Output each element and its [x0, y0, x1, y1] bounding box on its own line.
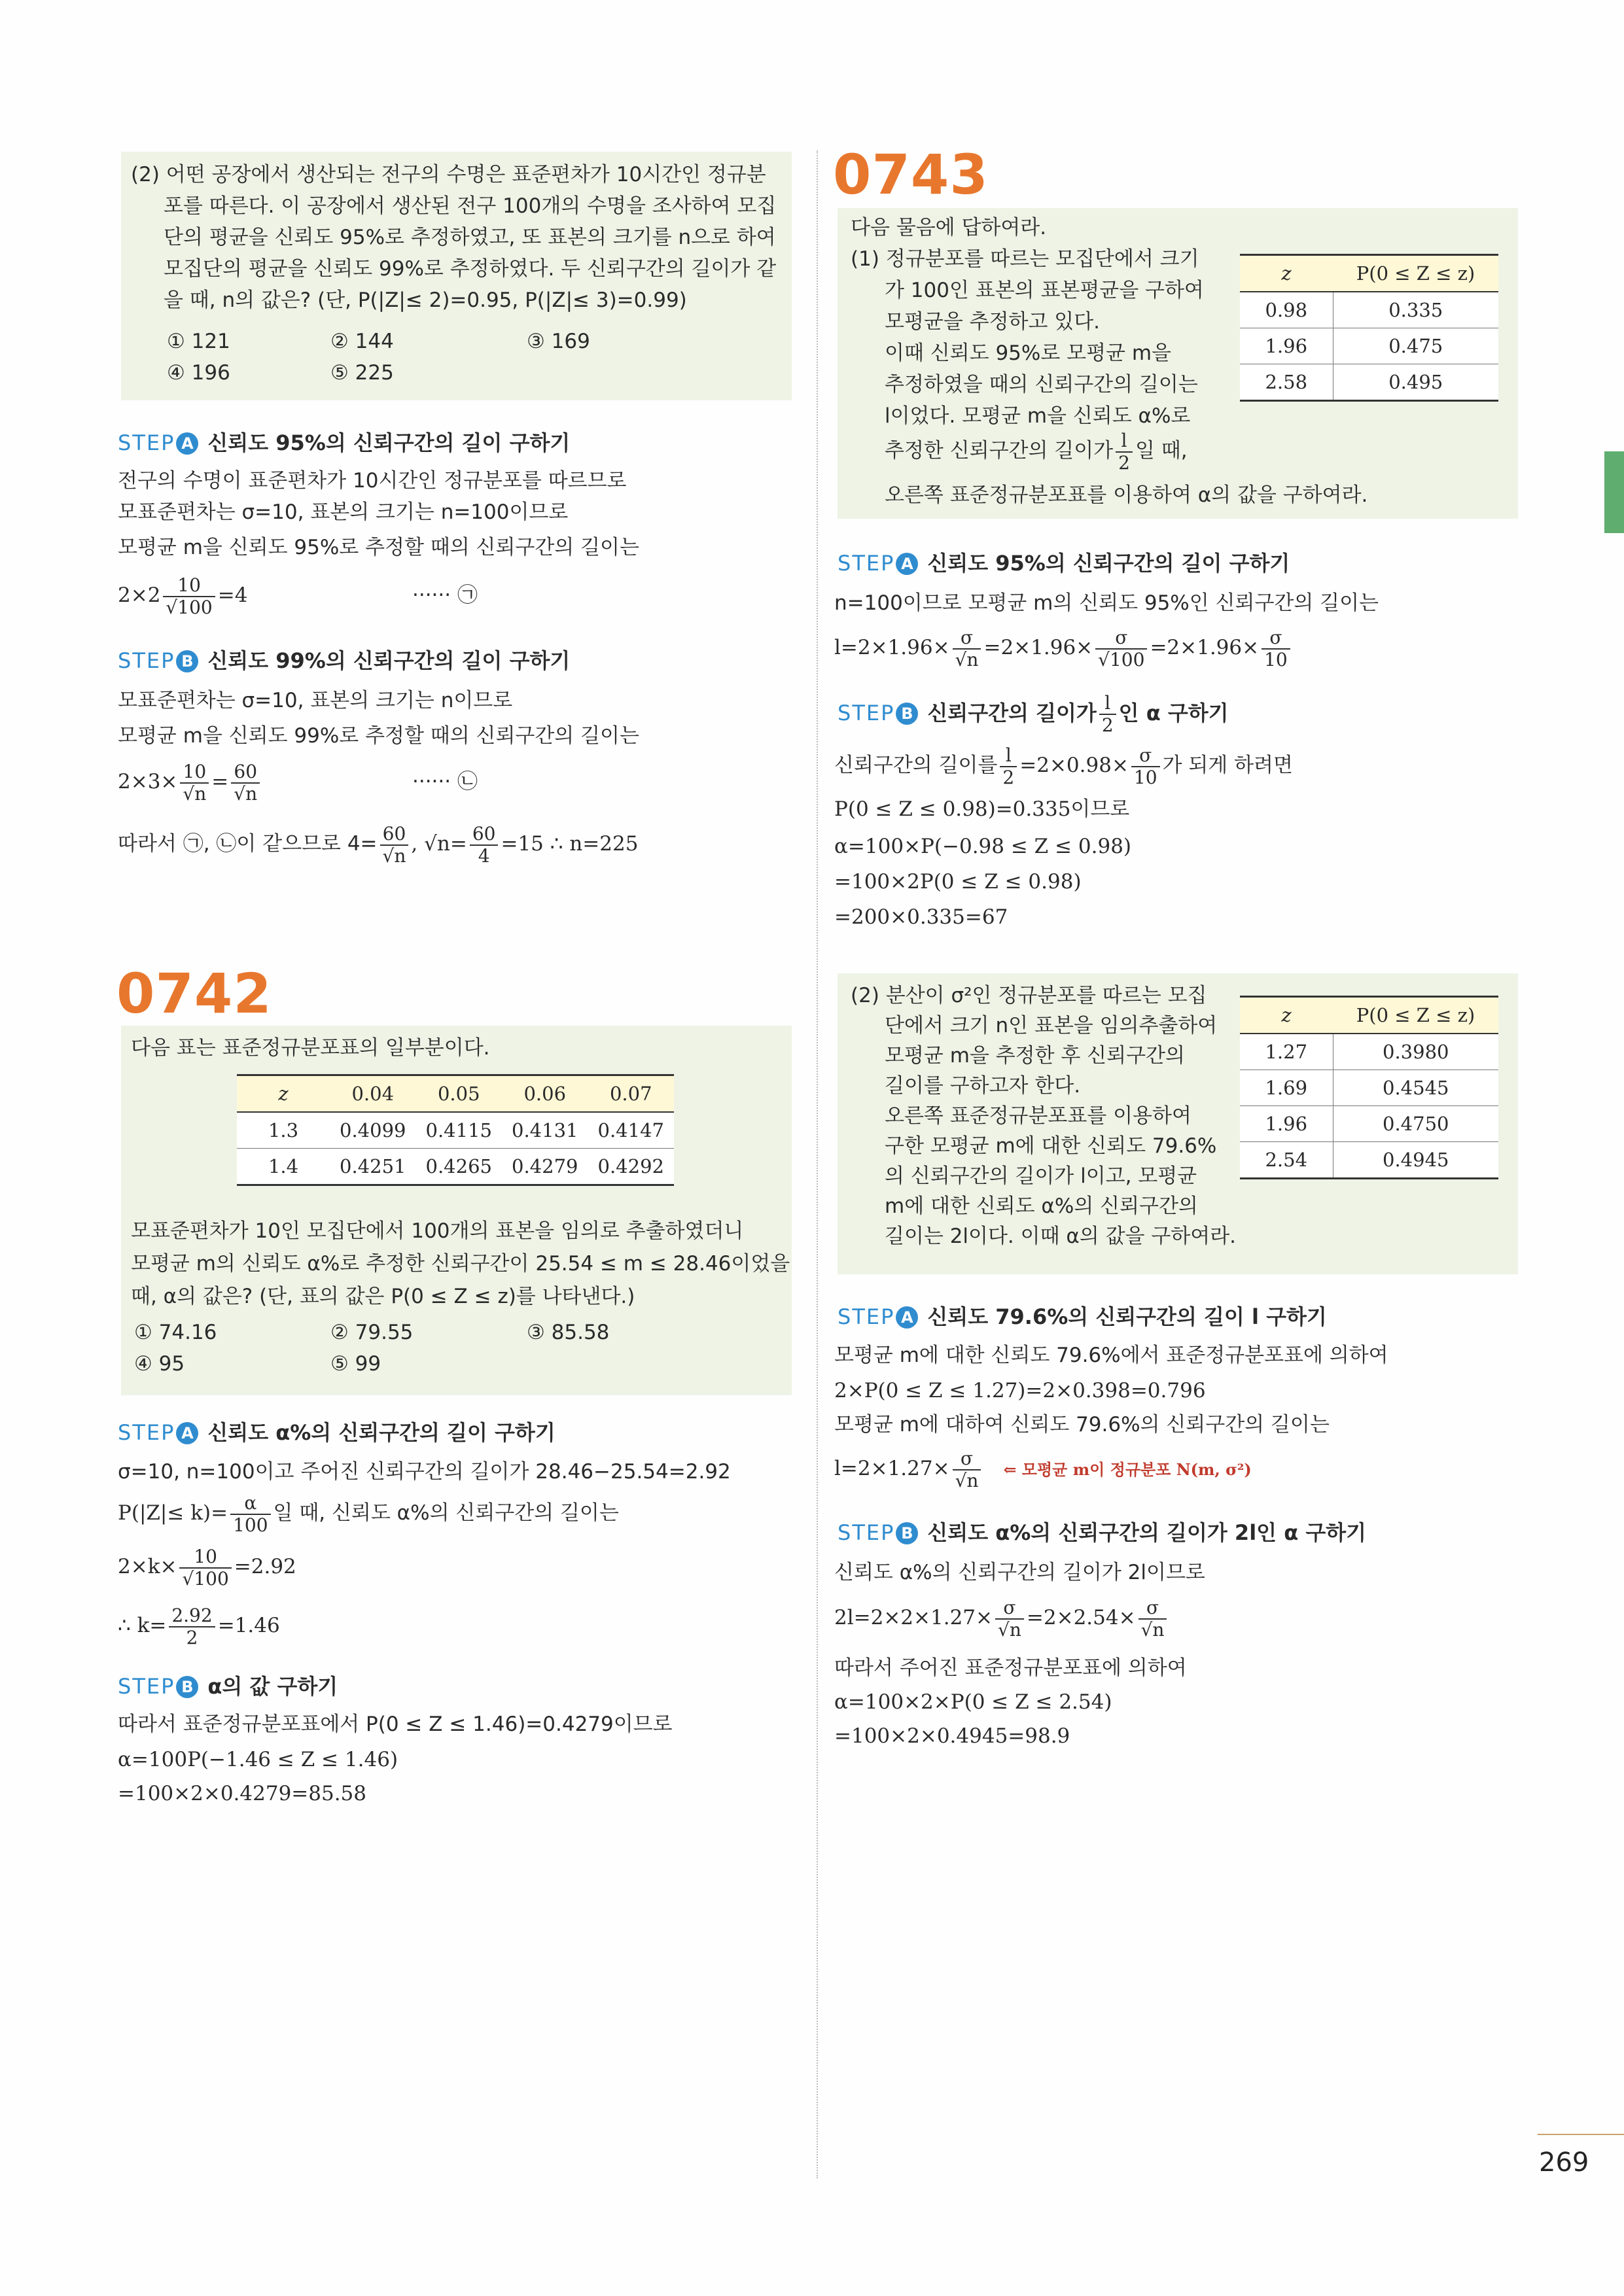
q743-line: (1) 정규분포를 따르는 모집단에서 크기	[851, 247, 1199, 271]
q742-line: 모표준편차가 10인 모집단에서 100개의 표본을 임의로 추출하였더니	[131, 1219, 744, 1243]
solution-line: =100×2×0.4279=85.58	[118, 1782, 367, 1805]
page-number-rule	[1538, 2134, 1624, 2135]
q742-line: 모평균 m의 신뢰도 α%로 추정한 신뢰구간이 25.54 ≤ m ≤ 28.46이었을	[131, 1252, 790, 1276]
choice: ④ 196	[167, 361, 230, 385]
table-header-cell: z	[237, 1075, 330, 1113]
table-row	[1240, 1070, 1498, 1106]
q743-line: m에 대한 신뢰도 α%의 신뢰구간의	[885, 1194, 1198, 1218]
table-cell: 0.4279	[502, 1149, 588, 1185]
table-cell: 0.4945	[1333, 1142, 1498, 1179]
table-row	[1240, 1034, 1498, 1070]
q743-line: 구한 모평균 m에 대한 신뢰도 79.6%	[885, 1134, 1217, 1158]
problem-number: 0743	[833, 143, 989, 207]
solution-line: 따라서 주어진 표준정규분포표에 의하여	[834, 1656, 1187, 1680]
table-row	[237, 1149, 674, 1185]
step-b-heading: STEP B 신뢰구간의 길이가 $\frac{l}{2}$ 인 α 구하기	[838, 692, 1229, 736]
solution-line: P(0 ≤ Z ≤ 0.98)=0.335이므로	[834, 797, 1130, 821]
table-header-cell: 0.04	[330, 1075, 416, 1113]
solution-line: α=100×2×P(0 ≤ Z ≤ 2.54)	[834, 1690, 1112, 1714]
table-cell: 0.4147	[588, 1112, 675, 1149]
solution-line: 모평균 m에 대하여 신뢰도 79.6%의 신뢰구간의 길이는	[834, 1413, 1330, 1436]
table-cell: 0.4265	[416, 1149, 503, 1185]
table-header-cell: P(0 ≤ Z ≤ z)	[1333, 997, 1498, 1034]
column-divider	[817, 150, 818, 2178]
table-cell: 1.69	[1240, 1070, 1333, 1106]
table-cell: 2.54	[1240, 1142, 1333, 1179]
table-cell: 0.4750	[1333, 1106, 1498, 1142]
solution-line: 2×P(0 ≤ Z ≤ 1.27)=2×0.398=0.796	[834, 1379, 1206, 1402]
solution-line: 모표준편차는 σ=10, 표본의 크기는 n이므로	[118, 689, 513, 712]
solution-line: P(|Z|≤ k)= $\frac{\alpha}{100}$ 일 때, 신뢰도 α%의 신뢰구간의 길이는	[118, 1491, 619, 1536]
solution-line: σ=10, n=100이고 주어진 신뢰구간의 길이가 28.46−25.54=2.92	[118, 1460, 731, 1484]
q743-line: 길이를 구하고자 한다.	[885, 1074, 1081, 1098]
table-cell: 0.4292	[588, 1149, 675, 1185]
solution-line: 신뢰도 α%의 신뢰구간의 길이가 2l이므로	[834, 1561, 1205, 1584]
normal-table-0742	[237, 1074, 674, 1186]
step-b-heading: STEP B α의 값 구하기	[118, 1674, 338, 1699]
q743-line: 단에서 크기 n인 표본을 임의추출하여	[885, 1014, 1218, 1037]
q742-intro: 다음 표는 표준정규분포표의 일부분이다.	[131, 1036, 490, 1060]
choice: ① 74.16	[134, 1321, 217, 1344]
solution-line: 모표준편차는 σ=10, 표본의 크기는 n=100이므로	[118, 500, 569, 524]
q741-line: (2) 어떤 공장에서 생산되는 전구의 수명은 표준편차가 10시간인 정규분	[131, 163, 766, 186]
table-cell: 0.495	[1333, 364, 1498, 401]
solution-line: =200×0.335=67	[834, 905, 1008, 929]
q743-line: 추정하였을 때의 신뢰구간의 길이는	[885, 373, 1198, 396]
solution-line: =100×2×0.4945=98.9	[834, 1724, 1070, 1748]
equation: 2×2 $\frac{10}{√100}$ =4	[118, 574, 248, 618]
table-cell: 0.335	[1333, 292, 1498, 328]
step-b-heading: STEP B 신뢰도 99%의 신뢰구간의 길이 구하기	[118, 648, 571, 673]
table-cell: 0.3980	[1333, 1034, 1498, 1070]
equation: 2l=2×2×1.27× $\frac{\sigma}{√n}$ =2×2.54× $\frac{\sigma}{√n}$	[834, 1592, 1169, 1644]
choice: ③ 169	[527, 330, 590, 353]
table-cell: 1.4	[237, 1149, 330, 1185]
equation: ∴ k= $\frac{2.92}{2}$ =1.46	[118, 1604, 280, 1648]
table-cell: 1.3	[237, 1112, 330, 1149]
table-cell: 2.58	[1240, 364, 1333, 401]
table-header-cell: 0.06	[502, 1075, 588, 1113]
solution-line: n=100이므로 모평균 m의 신뢰도 95%인 신뢰구간의 길이는	[834, 591, 1379, 615]
table-cell: 0.4099	[330, 1112, 416, 1149]
equation: l=2×1.27× $\frac{\sigma}{√n}$ ⇐ 모평균 m이 정규분포 N(m, σ²)	[834, 1447, 1252, 1491]
q743-line: 오른쪽 표준정규분포표를 이용하여 α의 값을 구하여라.	[885, 483, 1368, 507]
step-a-heading: STEP A 신뢰도 α%의 신뢰구간의 길이 구하기	[118, 1420, 556, 1445]
q743-intro: 다음 물음에 답하여라.	[851, 216, 1047, 239]
step-a-heading: STEP A 신뢰도 95%의 신뢰구간의 길이 구하기	[838, 551, 1290, 576]
choice: ③ 85.58	[527, 1321, 610, 1344]
choice: ① 121	[167, 330, 230, 353]
final-line: 따라서 ㉠, ㉡이 같으므로 4= $\frac{60}{√n}$ , √n= $\frac{60}{4}$ =15 ∴ n=225	[118, 822, 639, 867]
table-cell: 1.27	[1240, 1034, 1333, 1070]
table-row	[1240, 328, 1498, 364]
table-row	[1240, 292, 1498, 328]
q743-line: l이었다. 모평균 m을 신뢰도 α%로	[885, 404, 1191, 428]
choice: ⑤ 99	[330, 1352, 381, 1376]
table-cell: 0.4131	[502, 1112, 588, 1149]
equation: 2×3× $\frac{10}{√n}$ = $\frac{60}{√n}$	[118, 756, 262, 808]
solution-line: 모평균 m을 신뢰도 95%로 추정할 때의 신뢰구간의 길이는	[118, 536, 639, 559]
solution-line: 모평균 m을 신뢰도 99%로 추정할 때의 신뢰구간의 길이는	[118, 724, 639, 748]
table-row	[1240, 1142, 1498, 1179]
normal-table-0743-2	[1240, 996, 1498, 1179]
q743-line: 길이는 2l이다. 이때 α의 값을 구하여라.	[885, 1225, 1236, 1248]
hint-note: ⇐ 모평균 m이 정규분포 N(m, σ²)	[1003, 1460, 1252, 1479]
normal-table-0743-1	[1240, 254, 1498, 402]
solution-line: 모평균 m에 대한 신뢰도 79.6%에서 표준정규분포표에 의하여	[834, 1344, 1388, 1367]
solution-line: 따라서 표준정규분포표에서 P(0 ≤ Z ≤ 1.46)=0.4279이므로	[118, 1713, 673, 1736]
chapter-tab	[1604, 451, 1624, 533]
choice: ④ 95	[134, 1352, 185, 1376]
equation-mark: ······ ㉠	[412, 583, 478, 607]
page-number: 269	[1539, 2148, 1589, 2178]
problem-number: 0742	[116, 962, 272, 1026]
step-b-heading: STEP B 신뢰도 α%의 신뢰구간의 길이가 2l인 α 구하기	[838, 1520, 1367, 1545]
table-cell: 0.475	[1333, 328, 1498, 364]
solution-line: α=100P(−1.46 ≤ Z ≤ 1.46)	[118, 1748, 398, 1771]
q741-line: 포를 따른다. 이 공장에서 생산된 전구 100개의 수명을 조사하여 모집	[164, 194, 777, 218]
q743-line: 가 100인 표본의 표본평균을 구하여	[885, 279, 1204, 302]
choice: ② 144	[330, 330, 394, 353]
table-header-cell: 0.05	[416, 1075, 503, 1113]
q741-line: 을 때, n의 값은? (단, P(|Z|≤ 2)=0.95, P(|Z|≤ 3)=0.99)	[164, 288, 687, 312]
q743-line: (2) 분산이 σ²인 정규분포를 따르는 모집	[851, 984, 1207, 1007]
equation: 2×k× $\frac{10}{√100}$ =2.92	[118, 1545, 296, 1590]
step-a-heading: STEP A 신뢰도 95%의 신뢰구간의 길이 구하기	[118, 430, 571, 455]
equation-mark: ······ ㉡	[412, 770, 478, 793]
step-a-heading: STEP A 신뢰도 79.6%의 신뢰구간의 길이 l 구하기	[838, 1304, 1327, 1329]
q743-line: 모평균을 추정하고 있다.	[885, 310, 1101, 334]
q741-line: 모집단의 평균을 신뢰도 99%로 추정하였다. 두 신뢰구간의 길이가 같	[164, 257, 777, 281]
solution-line: 전구의 수명이 표준편차가 10시간인 정규분포를 따르므로	[118, 469, 627, 493]
q743-line: 오른쪽 표준정규분포표를 이용하여	[885, 1104, 1192, 1128]
table-header-cell: P(0 ≤ Z ≤ z)	[1333, 255, 1498, 292]
table-header-cell: z	[1240, 255, 1333, 292]
table-cell: 0.98	[1240, 292, 1333, 328]
q743-line: 의 신뢰구간의 길이가 l이고, 모평균	[885, 1164, 1197, 1188]
q743-line: 모평균 m을 추정한 후 신뢰구간의	[885, 1044, 1185, 1068]
solution-line: 신뢰구간의 길이를 $\frac{l}{2}$ =2×0.98× $\frac{\sigma}{10}$ 가 되게 하려면	[834, 744, 1293, 788]
solution-line: =100×2P(0 ≤ Z ≤ 0.98)	[834, 870, 1082, 894]
table-row	[1240, 364, 1498, 401]
table-cell: 1.96	[1240, 1106, 1333, 1142]
table-row	[1240, 1106, 1498, 1142]
table-row	[237, 1112, 674, 1149]
table-cell: 1.96	[1240, 328, 1333, 364]
q742-line: 때, α의 값은? (단, 표의 값은 P(0 ≤ Z ≤ z)를 나타낸다.)	[131, 1285, 635, 1308]
choice: ② 79.55	[330, 1321, 414, 1344]
table-header-cell: z	[1240, 997, 1333, 1034]
solution-line: α=100×P(−0.98 ≤ Z ≤ 0.98)	[834, 835, 1132, 858]
q743-line: 추정한 신뢰구간의 길이가 $\frac{l}{2}$ 일 때,	[885, 429, 1188, 474]
choice: ⑤ 225	[330, 361, 394, 385]
table-cell: 0.4115	[416, 1112, 503, 1149]
equation: l=2×1.96× $\frac{\sigma}{√n}$ =2×1.96× $\frac{\sigma}{√100}$ =2×1.96× $\frac{\sigma}{10}$	[834, 621, 1293, 674]
table-header-cell: 0.07	[588, 1075, 675, 1113]
q741-line: 단의 평균을 신뢰도 95%로 추정하였고, 또 표본의 크기를 n으로 하여	[164, 226, 776, 249]
q743-line: 이때 신뢰도 95%로 모평균 m을	[885, 341, 1171, 365]
table-cell: 0.4545	[1333, 1070, 1498, 1106]
table-cell: 0.4251	[330, 1149, 416, 1185]
